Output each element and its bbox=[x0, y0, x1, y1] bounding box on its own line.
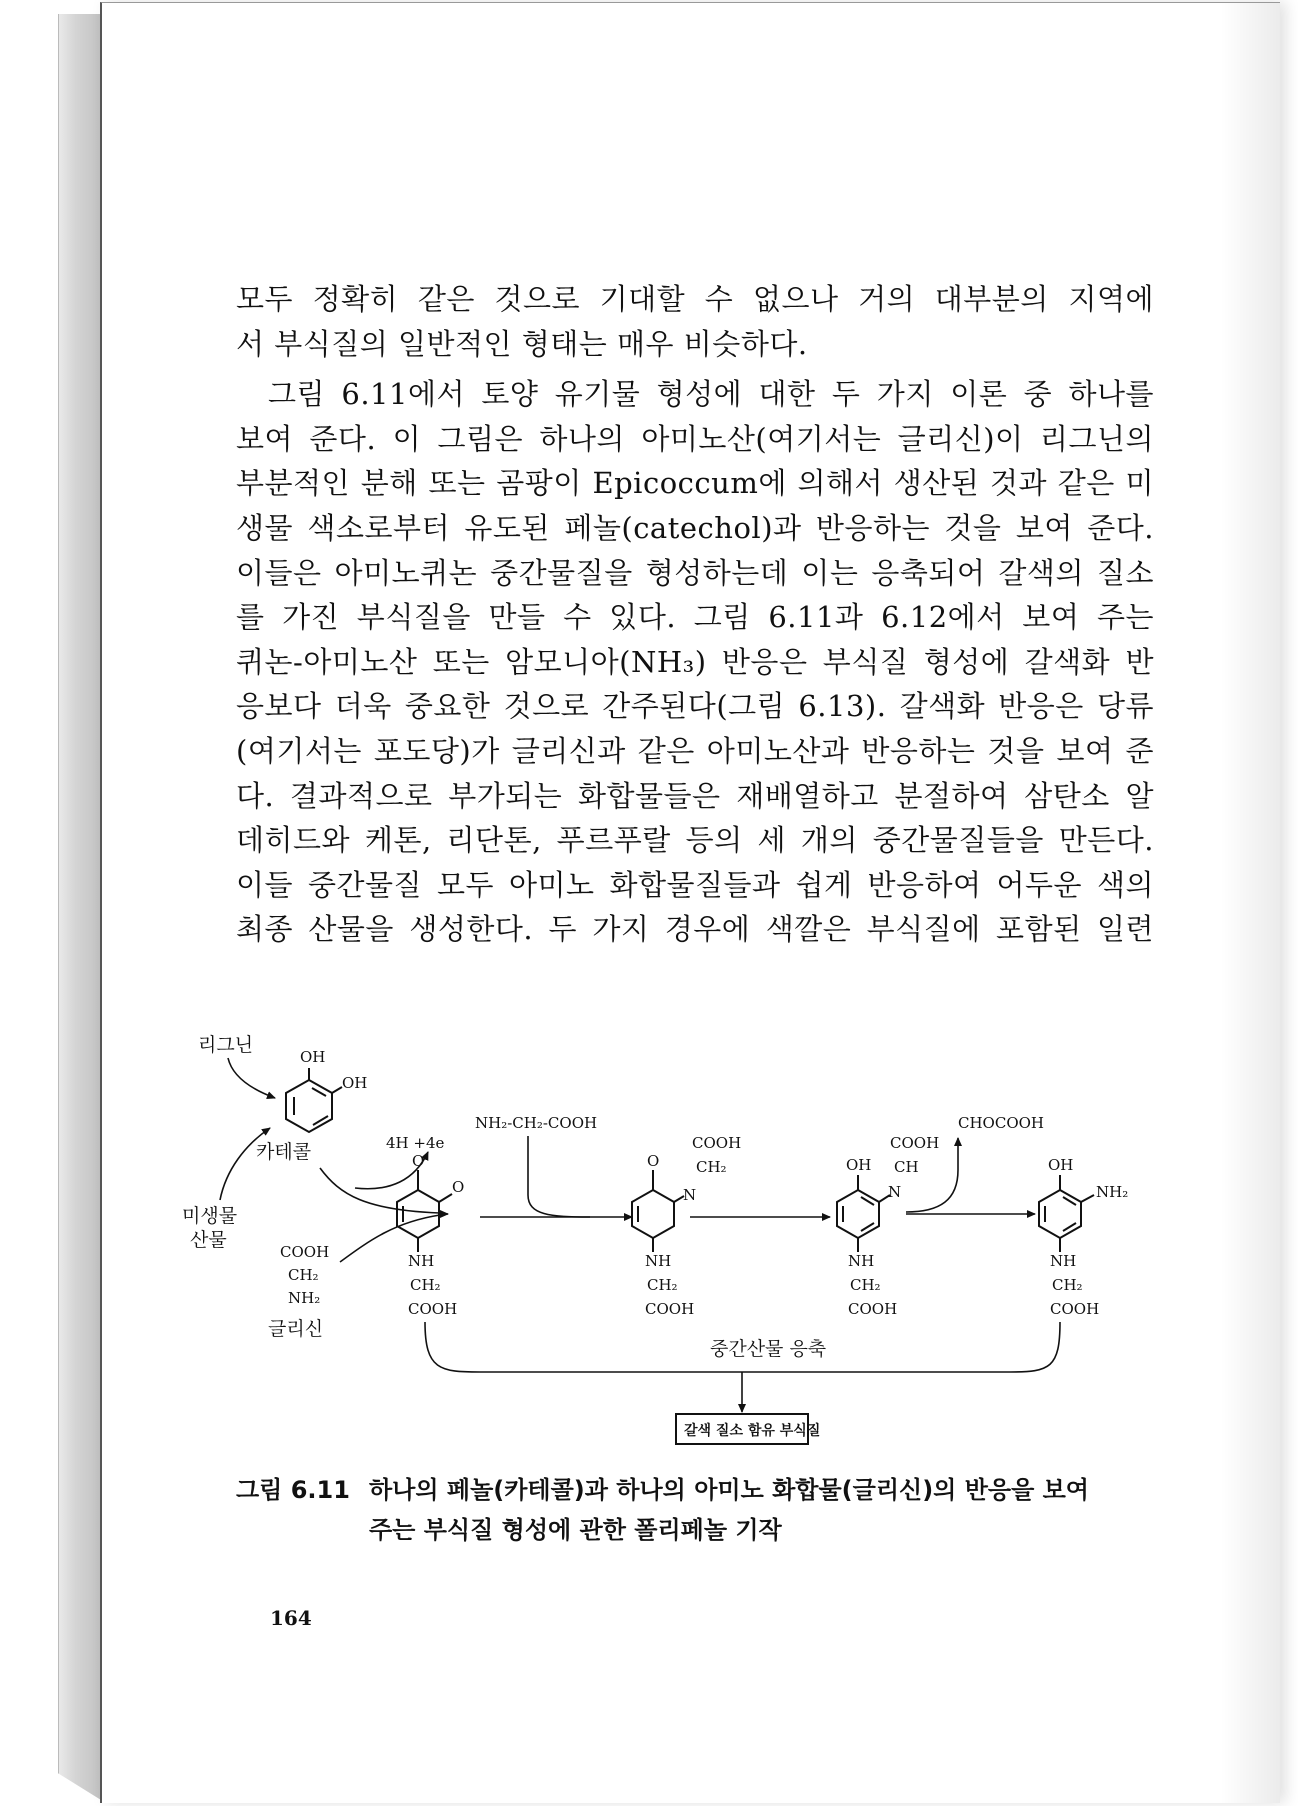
paragraph2-line: 를 가진 부식질을 만들 수 있다. 그림 6.11과 6.12에서 보여 주는 bbox=[236, 600, 1154, 635]
quinone2-ch2: CH₂ bbox=[696, 1158, 727, 1176]
redox-label: 4H +4e bbox=[386, 1134, 445, 1152]
glycine-reagent-arrow bbox=[528, 1136, 590, 1217]
catechol-ring bbox=[286, 1068, 342, 1132]
quinone1-nh: NH bbox=[408, 1252, 435, 1270]
quinone-ring-2 bbox=[632, 1170, 684, 1252]
product-label: 갈색 질소 함유 부식질 bbox=[684, 1423, 821, 1439]
paragraph2-line: 다. 결과적으로 부가되는 화합물들은 재배열하고 분절하여 삼탄소 알 bbox=[236, 778, 1154, 813]
caption-line-1: 하나의 페놀(카테콜)과 하나의 아미노 화합물(글리신)의 반응을 보여 bbox=[369, 1476, 1089, 1504]
quinone2-n: N bbox=[683, 1186, 697, 1204]
catechol-to-quinone-line bbox=[320, 1168, 440, 1213]
paragraph2-line: 보여 준다. 이 그림은 하나의 아미노산(여기서는 글리신)이 리그닌의 bbox=[236, 421, 1154, 456]
quinone1-o-right: O bbox=[452, 1178, 465, 1196]
quinone2-o: O bbox=[647, 1152, 660, 1170]
paragraph2-line: 데히드와 케톤, 리단톤, 푸르푸랄 등의 세 개의 중간물질들을 만든다. bbox=[236, 823, 1154, 858]
catechol-oh-top: OH bbox=[300, 1048, 326, 1066]
quinone2-nh: NH bbox=[645, 1252, 672, 1270]
paragraph2-line: 응보다 더욱 중요한 것으로 간주된다(그림 6.13). 갈색화 반응은 당류 bbox=[236, 689, 1154, 724]
ring3-cooh-bottom: COOH bbox=[848, 1300, 898, 1318]
microbial-label-2: 산물 bbox=[190, 1229, 227, 1251]
lignin-label: 리그닌 bbox=[198, 1034, 254, 1056]
aminophenol-ring-3 bbox=[837, 1175, 890, 1252]
quinone2-ch2-bottom: CH₂ bbox=[647, 1276, 678, 1294]
page-edge-shadow bbox=[1220, 3, 1280, 1803]
paragraph2-line: 이들은 아미노퀴논 중간물질을 형성하는데 이는 응축되어 갈색의 질소 bbox=[236, 555, 1154, 590]
ring3-nh: NH bbox=[848, 1252, 875, 1270]
glycine-label: 글리신 bbox=[268, 1318, 324, 1340]
paragraph2-line: 최종 산물을 생성한다. 두 가지 경우에 색깔은 부식질에 포함된 일련 bbox=[236, 912, 1154, 947]
quinone2-cooh-bottom: COOH bbox=[645, 1300, 695, 1318]
quinone1-ch2: CH₂ bbox=[410, 1276, 441, 1294]
paragraph2-line: 이들 중간물질 모두 아미노 화합물질들과 쉽게 반응하여 어두운 색의 bbox=[236, 867, 1154, 902]
ring3-cooh: COOH bbox=[890, 1134, 940, 1152]
lignin-arrow bbox=[228, 1058, 275, 1098]
glycine-reagent-top: NH₂-CH₂-COOH bbox=[475, 1114, 598, 1132]
ring4-ch2: CH₂ bbox=[1052, 1276, 1083, 1294]
chocooh-label: CHOCOOH bbox=[958, 1114, 1045, 1132]
paragraph1-line: 서 부식질의 일반적인 형태는 매우 비슷하다. bbox=[236, 326, 808, 361]
quinone1-cooh: COOH bbox=[408, 1300, 458, 1318]
ring4-oh: OH bbox=[1048, 1156, 1074, 1174]
figure-polyphenol-mechanism bbox=[182, 1030, 1190, 1450]
caption-label: 그림 6.11 bbox=[236, 1476, 350, 1504]
catechol-label: 카테콜 bbox=[256, 1141, 312, 1163]
ring3-ch: CH bbox=[894, 1158, 919, 1176]
paragraph2-line: 부분적인 분해 또는 곰팡이 Epicoccum에 의해서 생산된 것과 같은 미 bbox=[236, 466, 1154, 501]
glycine-nh2: NH₂ bbox=[288, 1289, 321, 1307]
paragraph2-line: 퀴논-아미노산 또는 암모니아(NH₃) 반응은 부식질 형성에 갈색화 반 bbox=[236, 644, 1154, 679]
caption-line-2: 주는 부식질 형성에 관한 폴리페놀 기작 bbox=[369, 1516, 782, 1544]
ring4-cooh: COOH bbox=[1050, 1300, 1100, 1318]
glycine-cooh: COOH bbox=[280, 1243, 330, 1261]
page-number: 164 bbox=[270, 1606, 312, 1630]
book-spine bbox=[58, 14, 101, 1800]
quinone2-cooh: COOH bbox=[692, 1134, 742, 1152]
body-text bbox=[236, 277, 1154, 952]
ring4-nh2: NH₂ bbox=[1096, 1183, 1129, 1201]
microbial-arrow bbox=[220, 1128, 270, 1200]
reaction-scheme bbox=[182, 1030, 1190, 1450]
aminophenol-ring-4 bbox=[1039, 1175, 1094, 1252]
ring3-n: N bbox=[888, 1183, 902, 1201]
paragraph1-line: 모두 정확히 같은 것으로 기대할 수 없으나 거의 대부분의 지역에 bbox=[236, 282, 1154, 316]
ring3-oh: OH bbox=[846, 1156, 872, 1174]
paragraph2-line: (여기서는 포도당)가 글리신과 같은 아미노산과 반응하는 것을 보여 준 bbox=[236, 733, 1154, 768]
ring3-ch2: CH₂ bbox=[850, 1276, 881, 1294]
paragraph2-line: 생물 색소로부터 유도된 페놀(catechol)과 반응하는 것을 보여 준다. bbox=[236, 510, 1154, 545]
ring4-nh: NH bbox=[1050, 1252, 1077, 1270]
paragraph2-line: 그림 6.11에서 토양 유기물 형성에 대한 두 가지 이론 중 하나를 bbox=[268, 377, 1154, 412]
microbial-label-1: 미생물 bbox=[182, 1205, 238, 1227]
figure-caption bbox=[236, 1470, 1166, 1550]
glycine-ch2: CH₂ bbox=[288, 1266, 319, 1284]
catechol-oh-right: OH bbox=[342, 1074, 368, 1092]
condensation-label: 중간산물 응축 bbox=[710, 1338, 827, 1360]
quinone1-o-top: O bbox=[412, 1152, 425, 1170]
